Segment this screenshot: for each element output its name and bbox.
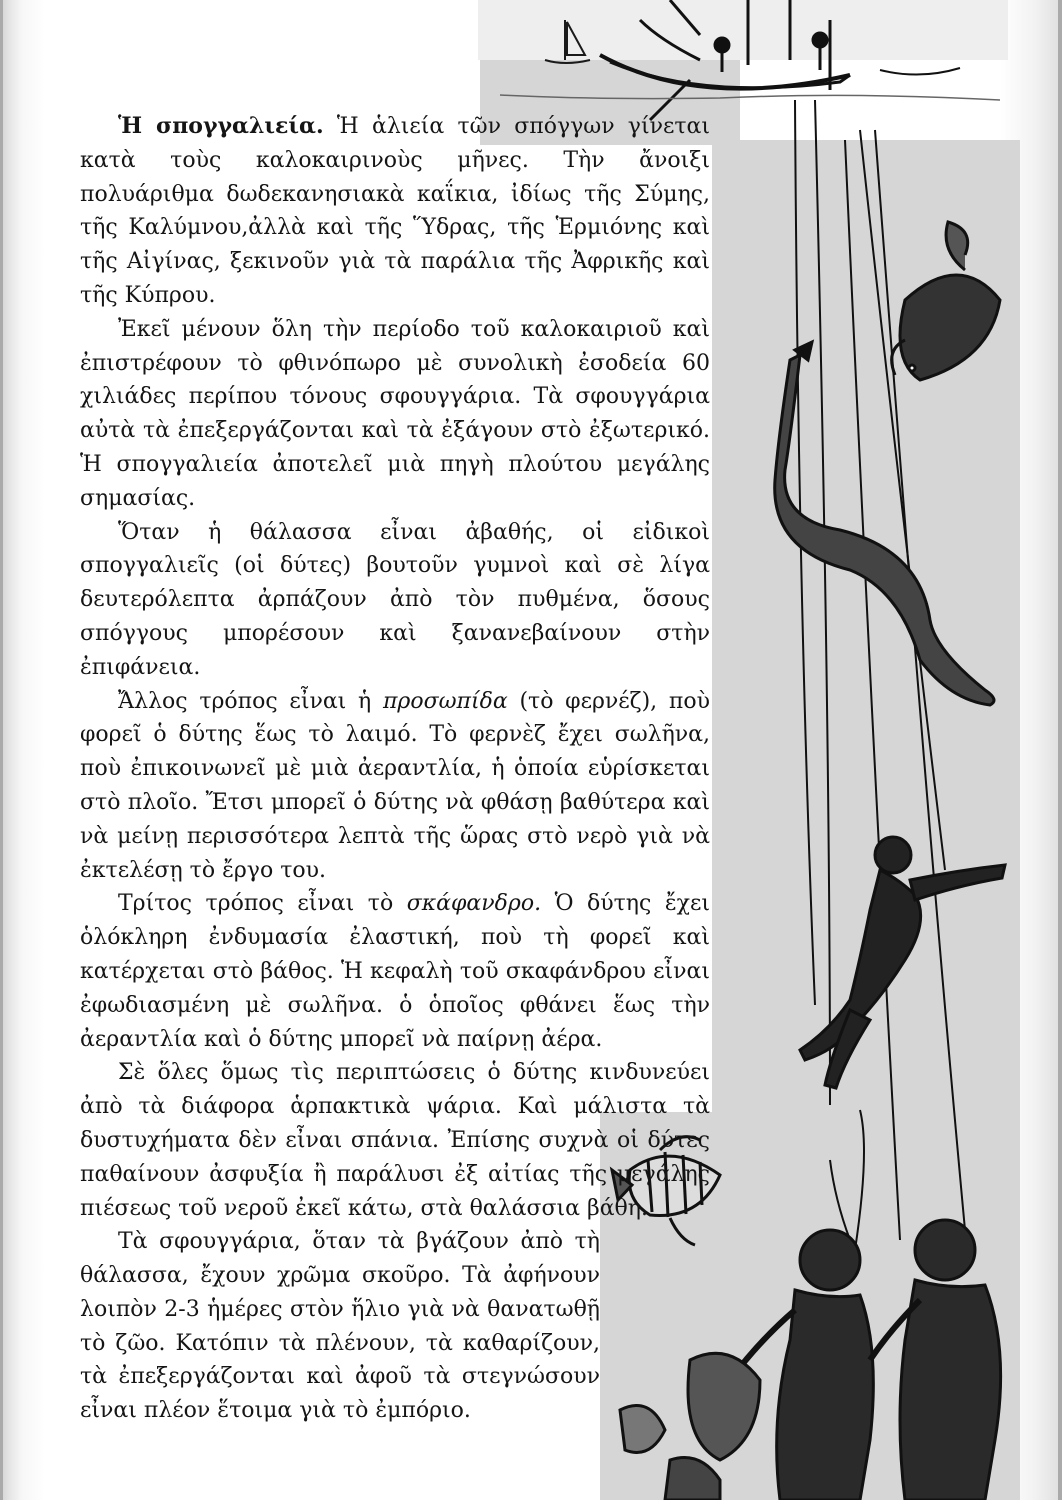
paragraph-4-rest: (τὸ φερνέζ), ποὺ φορεῖ ὁ δύτης ἕως τὸ λαιμό. Τὸ φερνὲζ ἔχει σωλῆνα, ποὺ ἐπικοινωνεῖ μὲ μιὰ ἀεραντλία, ἡ ὁποία εὑρίσκεται στὸ πλοῖο. Ἔτσι μπορεῖ ὁ δύτης νὰ φθάσῃ βαθύτερα καὶ νὰ μείνῃ περισσότερα λεπτὰ τῆς ὥρας στὸ νερὸ γιὰ νὰ ἐκτελέσῃ τὸ ἔργο του. — [80, 688, 710, 883]
paragraph-1 — [80, 110, 860, 313]
paragraph-7: Τὰ σφουγγάρια, ὅταν τὰ βγάζουν ἀπὸ τὴ θάλασσα, ἔχουν χρῶμα σκοῦρο. Τὰ ἀφήνουν λοιπὸν 2-3 ἡμέρες στὸν ἥλιο γιὰ νὰ θανατωθῇ τὸ ζῶο. Κατόπιν τὰ πλένουν, τὰ καθαρίζουν, τὰ ἐπεξεργάζονται καὶ ἀφοῦ τὰ στεγνώσουν εἶναι πλέον ἕτοιμα γιὰ τὸ ἐμπόριο. — [80, 1229, 600, 1424]
eel-icon — [775, 342, 994, 705]
fish-icon — [892, 222, 1000, 380]
article-title: Ἡ σπογγαλιεία. — [118, 113, 324, 139]
paragraph-4-term: προσωπίδα — [382, 688, 508, 714]
paragraph-5 — [80, 887, 710, 1056]
paragraph-2: Ἐκεῖ μένουν ὅλη τὴν περίοδο τοῦ καλοκαιριοῦ καὶ ἐπιστρέφουν τὸ φθινόπωρο μὲ συνολικὴ ἐσοδεία 60 χιλιάδες περίπου τόνους σφουγγάρια. Τὰ σφουγγάρια αὐτὰ τὰ ἐπεξεργάζονται καὶ τὰ ἐξάγουν στὸ ἐξωτερικό. Ἡ σπογγαλιεία ἀποτελεῖ μιὰ πηγὴ πλούτου μεγάλης σημασίας. — [80, 316, 710, 511]
paragraph-4 — [80, 685, 710, 888]
paragraph-5-term: σκάφανδρο. — [406, 891, 542, 917]
paragraph-5-lead: Τρίτος τρόπος εἶναι τὸ — [118, 891, 407, 917]
paragraph-4-lead: Ἄλλος τρόπος εἶναι ἡ — [118, 688, 383, 714]
paragraph-5-rest: Ὁ δύτης ἔχει ὁλόκληρη ἐνδυμασία ἐλαστική, ποὺ τὴ φορεῖ καὶ κατέρχεται στὸ βάθος. Ἡ κεφαλὴ τοῦ σκαφάνδρου εἶναι ἐφωδιασμένη μὲ σωλῆνα. ὁ ὁποῖος φθάνει ἕως τὴν ἀεραντλία καὶ ὁ δύτης μπορεῖ νὰ παίρνῃ ἀέρα. — [80, 891, 710, 1052]
paragraph-1-text: Ἡ ἁλιεία τῶν σπόγγων γίνεται κατὰ τοὺς καλοκαιρινοὺς μῆνες. Τὴν ἄνοιξι πολυάριθμα δωδεκανησιακὰ καΐκια, ἰδίως τῆς Σύμης, τῆς Καλύμνου,ἀλλὰ καὶ τῆς Ὕδρας, τῆς Ἑρμιόνης καὶ τῆς Αἰγίνας, ξεκινοῦν γιὰ τὰ παράλια τῆς Ἀφρικῆς καὶ τῆς Κύπρου. — [80, 114, 711, 308]
paragraph-3: Ὅταν ἡ θάλασσα εἶναι ἀβαθής, οἱ εἰδικοὶ σπογγαλιεῖς (οἱ δύτες) βουτοῦν γυμνοὶ καὶ σὲ λίγα δευτερόλεπτα ἀρπάζουν ἀπὸ τὸν πυθμένα, ὅσους σπόγγους μπορέσουν καὶ ξανανεβαίνουν στὴν ἐπιφάνεια. — [80, 519, 710, 680]
paragraph-6: Σὲ ὅλες ὅμως τὶς περιπτώσεις ὁ δύτης κινδυνεύει ἀπὸ τὰ διάφορα ἁρπακτικὰ ψάρια. Καὶ μάλιστα τὰ δυστυχήματα δὲν εἶναι σπάνια. Ἐπίσης συχνὰ οἱ δύτες παθαίνουν ἀσφυξία ἢ παράλυσι ἐξ αἰτίας τῆς μεγάλης πιέσεως τοῦ νεροῦ ἐκεῖ κάτω, στὰ θαλάσσια βάθη. — [80, 1060, 710, 1221]
sky-strip — [478, 0, 1008, 60]
article-text — [80, 110, 710, 1428]
